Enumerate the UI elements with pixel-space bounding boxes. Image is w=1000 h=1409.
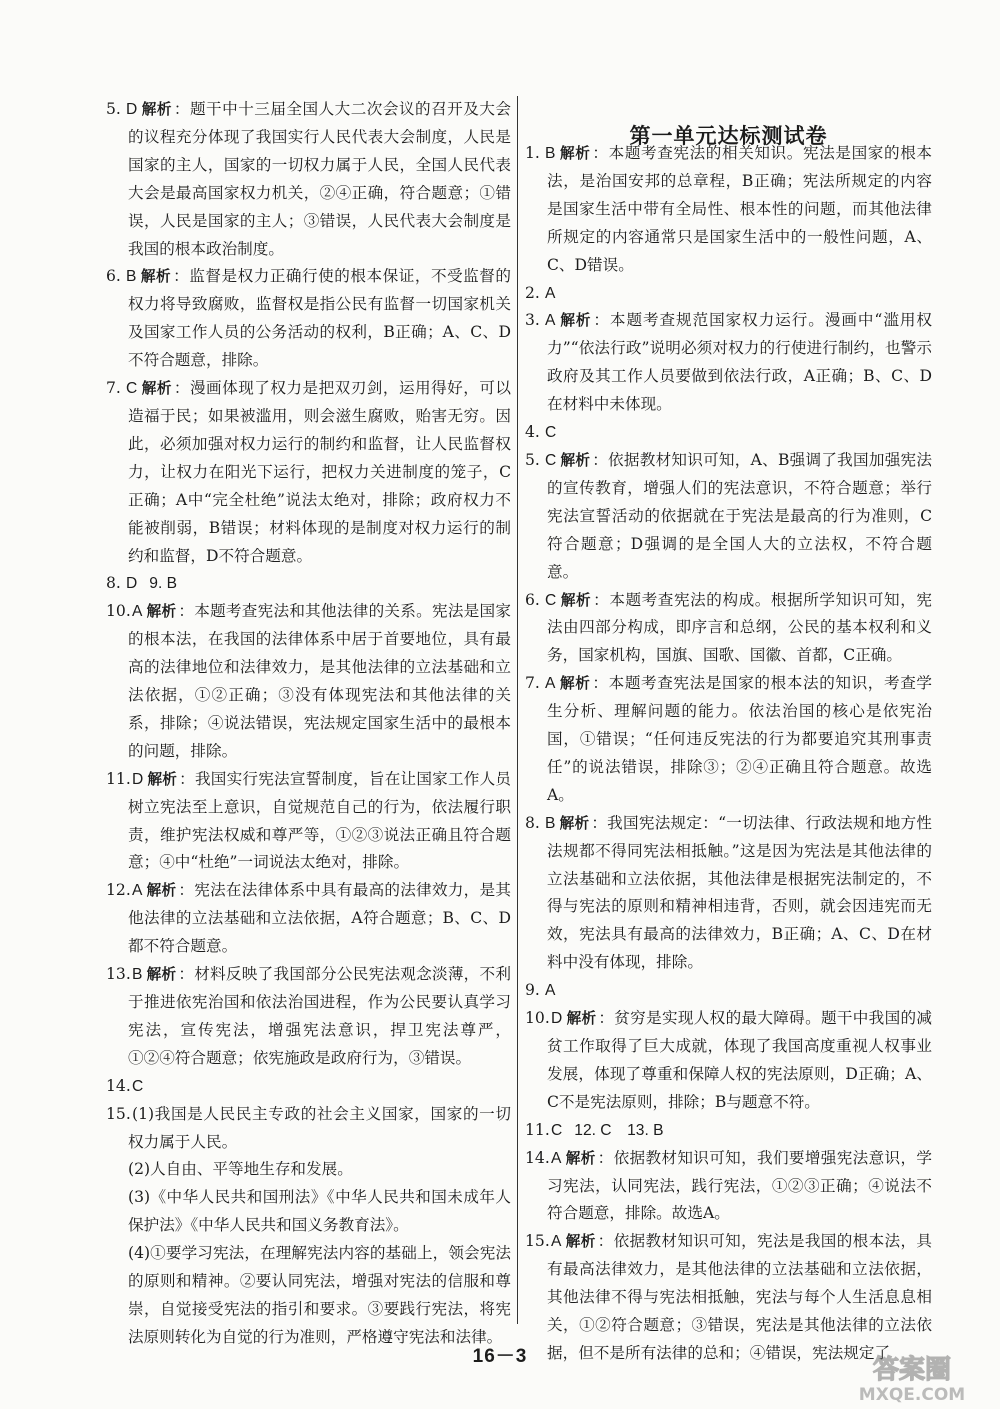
explanation-text: (1)我国是人民民主专政的社会主义国家，国家的一切权力属于人民。	[128, 1104, 511, 1151]
explanation-text: ：我国宪法规定：“一切法律、行政法规和地方性法规都不得同宪法相抵触。”这是因为宪法是其他法律的立法基础和立法依据，其他法律是根据宪法制定的，不得与宪法的原则和精神相违背，否则，就会因违宪而无效，宪法具有最高的法律效力，B正确；A、C、D在材料中没有体现，排除。	[547, 813, 932, 972]
analysis-label: 解析	[141, 101, 172, 118]
explanation-text: ：本题考查宪法是国家的根本法的知识，考查学生分析、理解问题的能力。依法治国的核心是依宪治国，①错误；“任何违反宪法的行为都要追究其刑事责任”的说法错误，排除③；②④正确且符合题意。故选A。	[547, 674, 932, 804]
answer-choice: C	[545, 424, 557, 442]
analysis-label: 解析	[146, 966, 177, 984]
analysis-label: 解析	[141, 380, 172, 398]
answer-item	[525, 977, 932, 1005]
answer-choice: A	[132, 882, 143, 900]
answer-item	[106, 961, 511, 1073]
watermark-title: 答案圈	[872, 1355, 952, 1385]
answer-item	[525, 307, 932, 419]
subpart-answer: (2)人自由、平等地生存和发展。	[128, 1160, 353, 1179]
question-number: 12.	[106, 881, 131, 900]
explanation-text: ：题干中十三届全国人大二次会议的召开及大会的议程充分体现了我国实行人民代表大会制度，人民是国家的主人，国家的一切权力属于人民，全国人民代表大会是最高国家权力机关，②④正确，符合题意；①错误，人民是国家的主人；③错误，人民代表大会制度是我国的根本政治制度。	[128, 100, 511, 258]
additional-answers: 12. C 13. B	[574, 1121, 664, 1139]
subpart-answer: (3)《中华人民共和国刑法》《中华人民共和国未成年人保护法》《中华人民共和国义务教育法》。	[128, 1188, 511, 1235]
explanation-text: ：本题考查宪法和其他法律的关系。宪法是国家的根本法，在我国的法律体系中居于首要地位，具有最高的法律地位和法律效力，是其他法律的立法基础和立法依据，①②正确；③没有体现宪法和其他法律的关系，排除；④说法错误，宪法规定国家生活中的最根本的问题，排除。	[128, 602, 511, 760]
question-number: 4.	[525, 423, 540, 442]
analysis-label: 解析	[559, 675, 591, 693]
answer-item	[106, 570, 511, 598]
answer-choice: C	[132, 1077, 144, 1095]
question-number: 14.	[525, 1148, 550, 1167]
answer-choice: A	[545, 284, 556, 302]
analysis-label: 解析	[565, 1149, 596, 1167]
explanation-text: ：宪法在法律体系中具有最高的法律效力，是其他法律的立法基础和立法依据，A符合题意；B、C、D都不符合题意。	[128, 881, 511, 956]
answer-item	[525, 670, 932, 810]
answer-choice: B	[545, 814, 556, 832]
answer-choice: A	[132, 603, 143, 621]
answer-choice: A	[545, 982, 556, 1000]
answer-item	[525, 280, 932, 308]
question-number: 9.	[525, 981, 540, 1000]
question-number: 15.	[106, 1104, 131, 1123]
answer-item	[106, 263, 511, 375]
additional-answers: 9. B	[149, 575, 178, 593]
question-number: 14.	[106, 1076, 131, 1095]
analysis-label: 解析	[560, 591, 592, 609]
question-number: 5.	[525, 450, 540, 469]
explanation-text: ：依据教材知识可知，我们要增强宪法意识，学习宪法，认同宪法，践行宪法，①②③正确；④说法不符合题意，排除。故选A。	[547, 1148, 932, 1223]
answer-item	[106, 598, 511, 765]
answer-item	[106, 96, 511, 263]
answer-choice: C	[545, 591, 557, 609]
answer-choice: C	[545, 451, 557, 469]
analysis-label: 解析	[565, 1233, 596, 1251]
answer-choice: C	[126, 380, 138, 398]
answer-item	[106, 1101, 511, 1157]
answer-choice: D	[126, 575, 138, 593]
explanation-text: ：本题考查宪法的相关知识。宪法是国家的根本法，是治国安邦的总章程，B正确；宪法所规定的内容是国家生活中带有全局性、根本性的问题，而其他法律所规定的内容通常只是国家生活中的一般性问题，A、C、D错误。	[547, 144, 932, 274]
page-number: 16－3	[472, 1346, 528, 1367]
explanation-text: ：材料反映了我国部分公民宪法观念淡薄，不利于推进依宪治国和依法治国进程，作为公民要认真学习宪法，宣传宪法，增强宪法意识，捍卫宪法尊严，①②④符合题意；依宪施政是政府行为，③错误。	[128, 965, 511, 1067]
question-number: 6.	[106, 267, 121, 286]
answer-item	[525, 810, 932, 977]
answer-choice: B	[126, 268, 137, 286]
analysis-label: 解析	[140, 268, 172, 286]
explanation-text: ：贫穷是实现人权的最大障碍。题干中我国的减贫工作取得了巨大成就，体现了我国高度重视人权事业发展，体现了尊重和保障人权的宪法原则，D正确；A、C不是宪法原则，排除；B与题意不符。	[547, 1009, 932, 1111]
analysis-label: 解析	[146, 882, 177, 900]
answer-choice: C	[551, 1121, 563, 1139]
question-number: 7.	[106, 379, 121, 398]
analysis-label: 解析	[147, 770, 178, 788]
question-number: 5.	[106, 100, 121, 118]
analysis-label: 解析	[559, 145, 591, 162]
watermark-url: MXQE.COM	[858, 1385, 966, 1405]
watermark-logo	[842, 1348, 982, 1406]
right-column	[525, 116, 932, 1368]
title-spacer	[525, 116, 932, 140]
column-divider	[517, 96, 518, 1324]
question-number: 6.	[525, 590, 540, 609]
question-number: 11.	[106, 769, 131, 788]
explanation-text: ：监督是权力正确行使的根本保证，不受监督的权力将导致腐败，监督权是指公民有监督一切国家机关及国家工作人员的公务活动的权利，B正确；A、C、D不符合题意，排除。	[128, 267, 511, 370]
answer-item	[525, 140, 932, 280]
answer-choice: D	[551, 1010, 563, 1028]
answer-item	[525, 1145, 932, 1229]
analysis-label: 解析	[559, 312, 592, 330]
answer-item	[525, 447, 932, 587]
analysis-label: 解析	[146, 603, 177, 621]
question-number: 3.	[525, 311, 540, 330]
answer-item	[106, 877, 511, 961]
explanation-text: ：漫画体现了权力是把双刃剑，运用得好，可以造福于民；如果被滥用，则会滋生腐败，贻害无穷。因此，必须加强对权力运行的制约和监督，让人民监督权力，让权力在阳光下运行，把权力关进制度的笼子，C正确；A中“完全杜绝”说法太绝对，排除；政府权力不能被削弱，B错误；材料体现的是制度对权力运行的制约和监督，D不符合题意。	[128, 379, 511, 565]
question-number: 2.	[525, 283, 540, 302]
explanation-text: ：依据教材知识可知，A、B强调了我国加强宪法的宣传教育，增强人们的宪法意识，不符合题意；举行宪法宣誓活动的依据就在于宪法是最高的行为准则，C符合题意；D强调的是全国人大的立法权，不符合题意。	[547, 450, 932, 581]
answer-choice: D	[132, 770, 144, 788]
answer-choice: A	[551, 1149, 562, 1167]
explanation-text: ：我国实行宪法宣誓制度，旨在让国家工作人员树立宪法至上意识，自觉规范自己的行为，依法履行职责，维护宪法权威和尊严等，①②③说法正确且符合题意；④中“杜绝”一词说法太绝对，排除。	[128, 769, 511, 872]
question-number: 13.	[106, 965, 131, 984]
subpart-answer: (4)①要学习宪法，在理解宪法内容的基础上，领会宪法的原则和精神。②要认同宪法，增强对宪法的信服和尊崇，自觉接受宪法的指引和要求。③要践行宪法，将宪法原则转化为自觉的行为准则，严格遵守宪法和法律。	[128, 1244, 511, 1346]
question-number: 7.	[525, 674, 540, 693]
section-title: 第一单元达标测试卷	[629, 124, 828, 148]
answer-item	[106, 375, 511, 570]
answer-item	[525, 1005, 932, 1117]
question-number: 11.	[525, 1120, 550, 1139]
answer-choice: B	[545, 145, 556, 162]
question-number: 15.	[525, 1232, 550, 1251]
question-number: 10.	[106, 602, 131, 621]
explanation-text: ：本题考查规范国家权力运行。漫画中“滥用权力”“依法行政”说明必须对权力的行使进行制约，也警示政府及其工作人员要做到依法行政，A正确；B、C、D在材料中未体现。	[547, 311, 932, 414]
analysis-label: 解析	[559, 814, 590, 832]
analysis-label: 解析	[566, 1010, 597, 1028]
answer-choice: D	[126, 101, 138, 118]
answer-item	[106, 1073, 511, 1101]
question-number: 10.	[525, 1009, 550, 1028]
answer-item	[525, 1117, 932, 1145]
answer-choice: A	[545, 675, 556, 693]
explanation-text: ：依据教材知识可知，宪法是我国的根本法，具有最高法律效力，是其他法律的立法基础和立法依据，其他法律不得与宪法相抵触，宪法与每个人生活息息相关，①②符合题意；③错误，宪法是其他法律的立法依据，但不是所有法律的总和；④错误，宪法规定了	[547, 1232, 932, 1362]
answer-choice: A	[545, 312, 556, 330]
left-column	[106, 96, 511, 1352]
question-number: 8.	[525, 813, 540, 832]
answer-item	[106, 766, 511, 878]
answer-choice: B	[132, 966, 143, 984]
answer-item	[525, 419, 932, 447]
answer-choice: A	[551, 1233, 562, 1251]
question-number: 8.	[106, 574, 121, 593]
analysis-label: 解析	[560, 451, 591, 469]
answer-item	[525, 587, 932, 671]
explanation-text: ：本题考查宪法的构成。根据所学知识可知，宪法由四部分构成，即序言和总纲，公民的基本权利和义务，国家机构，国旗、国歌、国徽、首都，C正确。	[547, 590, 932, 665]
question-number: 1.	[525, 144, 540, 162]
